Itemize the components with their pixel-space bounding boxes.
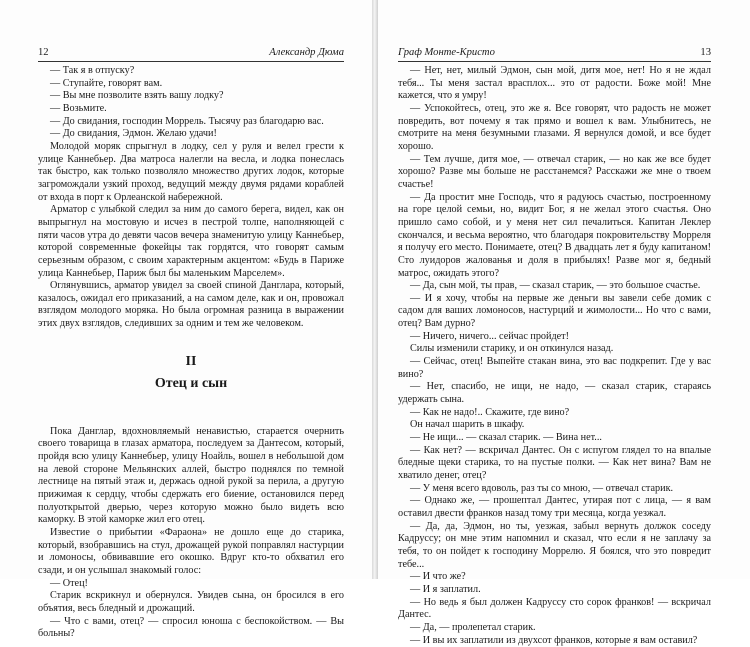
paragraph: Молодой моряк спрыгнул в лодку, сел у руля и велел грести к улице Каннебьер. Два матроса налегли на весла, и лодка понеслась так быстро, как только позволяло множество других лодок, которые загромождали узкий проход, ведущий между двумя рядами кораблей от входа в порт к Орлеанской набережной. [38, 140, 344, 203]
paragraph: — У меня всего вдоволь, раз ты со мною, — отвечал старик. [410, 482, 674, 494]
page-number: 13 [700, 47, 711, 58]
header-rule [398, 61, 711, 62]
paragraph: Известие о прибытии «Фараона» не дошло еще до старика, который, взобравшись на стул, дрожащей рукой поправлял настурции и ломоносы, обвивавшие его окошко. Вдруг кто-то обхватил его сзади, и он услышал знакомый голос: [38, 527, 344, 576]
chapter-title: Отец и сын [154, 375, 228, 391]
paragraph: — И что же? [410, 571, 466, 583]
paragraph: — Возьмите. [50, 102, 107, 114]
paragraph: — И вы их заплатили из двухсот франков, которые я вам оставил? [410, 634, 698, 646]
paragraph: — Не ищи... — сказал старик. — Вина нет... [410, 432, 602, 444]
paragraph: — Ничего, ничего... сейчас пройдет! [410, 330, 570, 342]
paragraph: — Что с вами, отец? — спросил юноша с беспокойством. — Вы больны? [38, 615, 344, 640]
paragraph: — Сейчас, отец! Выпейте стакан вина, это вас подкрепит. Где у вас вино? [398, 356, 711, 380]
paragraph: — Однако же, — прошептал Дантес, утирая пот с лица, — я вам оставил двести франков назад тому три месяца, когда уезжал. [398, 495, 711, 519]
right-page [378, 0, 750, 646]
paragraph: — Тем лучше, дитя мое, — отвечал старик, — но как же все будет хорошо? Разве мы больше не расстанемся? Расскажи же мне о твоем счастье! [398, 153, 711, 190]
paragraph: Пока Данглар, вдохновляемый ненавистью, старается очернить своего товарища в глазах арматора, последуем за Дантесом, который, пройдя всю улицу Каннебьер, улицу Ноайль, вошел в небольшой дом на левой стороне Мельянских аллей, быстро поднялся по темной лестнице на пятый этаж и, держась одной рукой за перила, а другую прижимая к сердцу, чтобы сдержать его биение, остановился перед полуоткрытой дверью, через которую можно было видеть всю каморку. В этой каморке жил его отец. [38, 425, 344, 526]
page-number: 12 [38, 47, 49, 58]
right-page-header [398, 46, 711, 59]
paragraph: — Отец! [50, 577, 88, 589]
paragraph: — Но ведь я был должен Кадруссу сто сорок франков! — вскричал Дантес. [398, 596, 711, 621]
paragraph: — До свидания, господин Моррель. Тысячу раз благодарю вас. [50, 115, 324, 127]
paragraph: — Да, — пролепетал старик. [410, 621, 536, 633]
left-page [0, 0, 372, 640]
paragraph: — Нет, нет, милый Эдмон, сын мой, дитя мое, нет! Но я не ждал тебя... Ты меня застал врасплох... это от радости. Боже мой! Мне кажется, что я умру! [398, 65, 711, 102]
paragraph: — Так я в отпуску? [50, 65, 135, 76]
paragraph: — Да, сын мой, ты прав, — сказал старик, — это большое счастье. [410, 280, 701, 292]
paragraph: Арматор с улыбкой следил за ним до самого берега, видел, как он выпрыгнул на мостовую и исчез в пестрой толпе, наполняющей с пяти часов утра до девяти часов вечера знаменитую улицу Каннебьер, которой современные фокейцы так гордятся, что говорят самым серьезным образом, с своим характерным акцентом: «Будь в Париже улица Каннебьер, Париж был бы маленьким Марселем». [38, 204, 344, 279]
paragraph: — До свидания, Эдмон. Желаю удачи! [50, 128, 217, 140]
left-page-header [38, 46, 344, 59]
paragraph: Он начал шарить в шкафу. [410, 419, 525, 431]
running-head: Граф Монте-Кристо [398, 47, 495, 58]
paragraph: — И я хочу, чтобы на первые же деньги вы завели себе домик с садом для ваших ломоносов, настурций и жимолости... Но что с вами, отец? Вам дурно? [398, 292, 711, 330]
paragraph: — Успокойтесь, отец, это же я. Все говорят, что радость не может повредить, вот почему я так прямо и вошел к вам. Улыбнитесь, не смотрите на меня безумными глазами. Я вернулся домой, и все будет хорошо. [398, 102, 711, 152]
left-page-text [38, 65, 344, 641]
paragraph: — Вы мне позволите взять вашу лодку? [50, 90, 224, 102]
paragraph: — Как нет? — вскричал Дантес. Он с испугом глядел то на впалые бледные щеки старика, то на пустые полки. — Как нет вина? Вам не хватило денег, отец? [398, 444, 711, 481]
paragraph: — Нет, спасибо, не ищи, не надо, — сказал старик, стараясь удержать сына. [398, 381, 711, 406]
paragraph: — Как не надо!.. Скажите, где вино? [410, 406, 570, 418]
paragraph: — Да простит мне Господь, что я радуюсь счастью, построенному на горе целой семьи, но, видит Бог, я не желал этого счастья. Оно пришло само собой, и у меня нет сил печалиться. Капитан Леклер скончался, и весьма вероятно, что благодаря покровительству Морреля я получу его место. Понимаете, отец? В двадцать лет я буду капитаном! Сто луидоров жалованья и доля в прибылях! Разве мог я, бедный матрос, ожидать этого? [398, 191, 711, 279]
paragraph: — Ступайте, говорят вам. [50, 77, 163, 89]
paragraph: — Да, да, Эдмон, но ты, уезжая, забыл вернуть должок соседу Кадруссу; он мне этим напомнил и сказал, что если я не заплачу за тебя, то он пойдет к господину Моррелю. Я боялся, что это повредит тебе... [398, 520, 711, 570]
chapter-number: II [185, 353, 197, 369]
paragraph: Силы изменили старику, и он откинулся назад. [410, 343, 614, 355]
paragraph: Старик вскрикнул и обернулся. Увидев сына, он бросился в его объятия, весь бледный и дрожащий. [38, 590, 344, 614]
running-head: Александр Дюма [269, 47, 344, 58]
paragraph: Оглянувшись, арматор увидел за своей спиной Данглара, который, казалось, ожидал его приказаний, а на самом деле, как и он, провожал взглядом молодого моряка. Но была огромная разница в выражении этих двух взглядов, следивших за одним и тем же человеком. [38, 280, 344, 330]
header-rule [38, 61, 344, 62]
right-page-text [398, 65, 711, 647]
paragraph: — И я заплатил. [410, 583, 481, 595]
